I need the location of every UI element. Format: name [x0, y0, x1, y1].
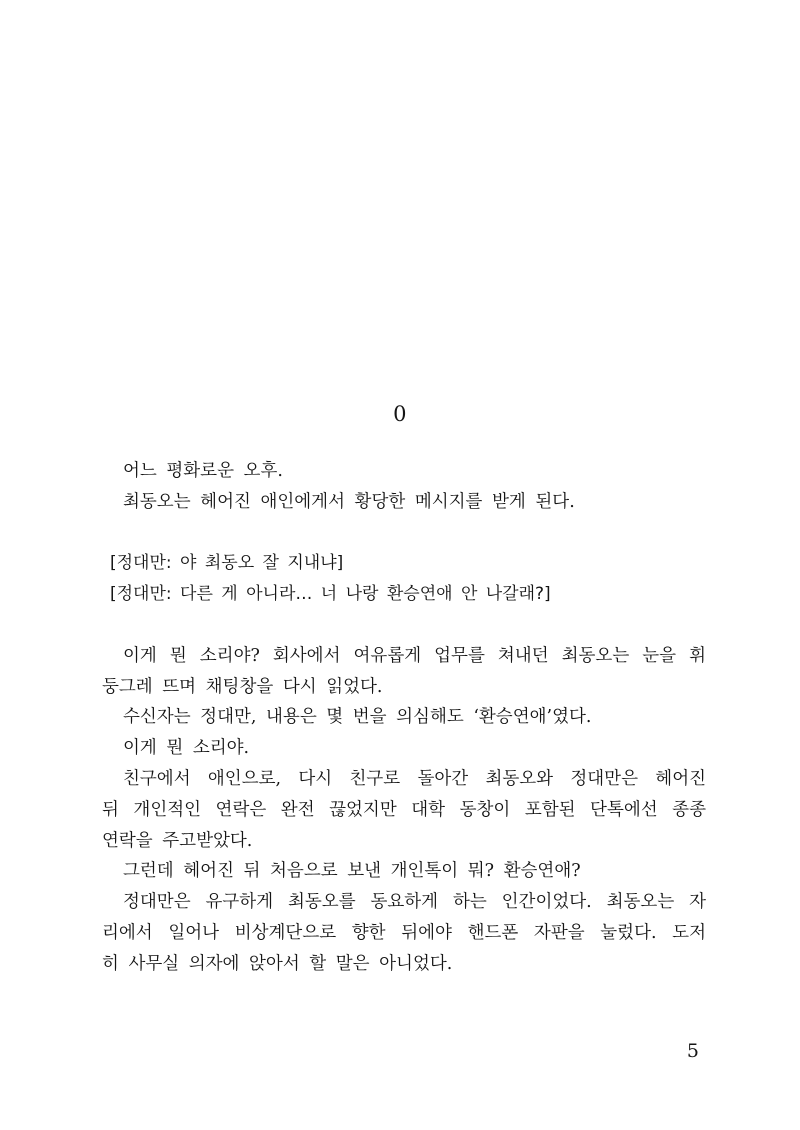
text-line: 이게 뭔 소리야? 회사에서 여유롭게 업무를 쳐내던 최동오는 눈을 휘 — [123, 645, 706, 666]
body-text — [102, 456, 706, 980]
text-line: 정대만은 유구하게 최동오를 동요하게 하는 인간이었다. 최동오는 자 — [123, 892, 706, 913]
text-line: 둥그레 뜨며 채팅창을 다시 읽었다. — [102, 676, 383, 697]
text-line: 수신자는 정대만, 내용은 몇 번을 의심해도 ‘환승연애’였다. — [123, 707, 592, 728]
text-line: 히 사무실 의자에 앉아서 할 말은 아니었다. — [102, 953, 453, 974]
text-line: 그런데 헤어진 뒤 처음으로 보낸 개인톡이 뭐? 환승연애? — [123, 861, 581, 882]
page-number: 5 — [686, 1040, 699, 1062]
text-line: 연락을 주고받았다. — [102, 830, 253, 851]
text-line: 리에서 일어나 비상계단으로 향한 뒤에야 핸드폰 자판을 눌렀다. 도저 — [102, 922, 706, 943]
text-line: [정대만: 다른 게 아니라… 너 나랑 환승연애 안 나갈래?] — [110, 584, 551, 605]
blank-line — [102, 518, 706, 549]
blank-line — [102, 610, 706, 641]
text-line: 이게 뭔 소리야. — [123, 738, 250, 759]
text-line: 어느 평화로운 오후. — [123, 461, 283, 481]
text-line: [정대만: 야 최동오 잘 지내냐] — [110, 553, 344, 574]
text-line: 최동오는 헤어진 애인에게서 황당한 메시지를 받게 된다. — [123, 491, 575, 512]
text-line: 친구에서 애인으로, 다시 친구로 돌아간 최동오와 정대만은 헤어진 — [123, 768, 706, 789]
text-line: 뒤 개인적인 연락은 완전 끊었지만 대학 동창이 포함된 단톡에선 종종 — [102, 799, 706, 820]
chapter-number: 0 — [393, 402, 407, 426]
